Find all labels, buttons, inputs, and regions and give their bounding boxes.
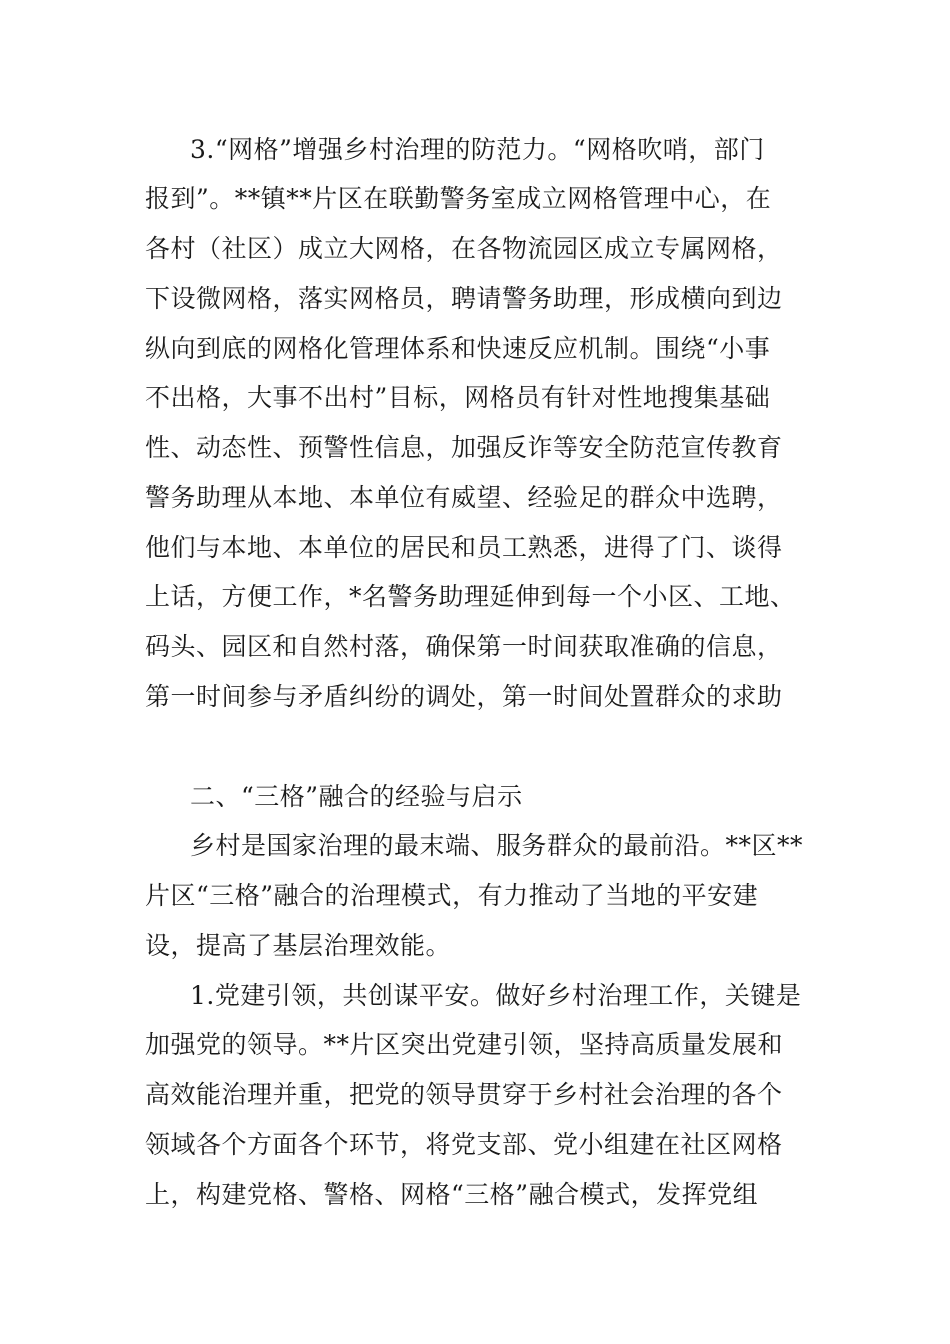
paragraph-line: 他们与本地、本单位的居民和员工熟悉，进得了门、谈得 — [145, 533, 783, 562]
paragraph-line: 3.“网格”增强乡村治理的防范力。“网格吹哨，部门 — [190, 135, 765, 164]
paragraph-line: 性、动态性、预警性信息，加强反诈等安全防范宣传教育 — [145, 433, 783, 462]
paragraph-line: 警务助理从本地、本单位有威望、经验足的群众中选聘， — [145, 483, 783, 512]
paragraph-line: 高效能治理并重，把党的领导贯穿于乡村社会治理的各个 — [145, 1080, 783, 1109]
paragraph-line: 报到”。**镇**片区在联勤警务室成立网格管理中心，在 — [145, 184, 772, 213]
paragraph-line: 领域各个方面各个环节，将党支部、党小组建在社区网格 — [145, 1130, 783, 1159]
paragraph-line: 加强党的领导。**片区突出党建引领，坚持高质量发展和 — [145, 1030, 784, 1059]
paragraph-line: 1.党建引领，共创谋平安。做好乡村治理工作，关键是 — [190, 981, 802, 1010]
paragraph-line: 各村（社区）成立大网格，在各物流园区成立专属网格， — [145, 234, 783, 263]
paragraph-line: 片区“三格”融合的治理模式，有力推动了当地的平安建 — [145, 881, 759, 910]
paragraph-line: 下设微网格，落实网格员，聘请警务助理，形成横向到边 — [145, 284, 783, 313]
paragraph-line: 不出格，大事不出村”目标，网格员有针对性地搜集基础 — [145, 383, 771, 412]
paragraph-line: 设，提高了基层治理效能。 — [145, 931, 452, 960]
paragraph-line: 乡村是国家治理的最末端、服务群众的最前沿。**区** — [190, 831, 804, 860]
paragraph-line: 上话，方便工作，*名警务助理延伸到每一个小区、工地、 — [145, 582, 796, 611]
paragraph-line: 码头、园区和自然村落，确保第一时间获取准确的信息， — [145, 632, 783, 661]
paragraph-line: 纵向到底的网格化管理体系和快速反应机制。围绕“小事 — [145, 334, 771, 363]
paragraph-line: 第一时间参与矛盾纠纷的调处，第一时间处置群众的求助 — [145, 682, 783, 711]
section-heading: 二、“三格”融合的经验与启示 — [190, 782, 523, 811]
paragraph-line: 上，构建党格、警格、网格“三格”融合模式，发挥党组 — [145, 1180, 759, 1209]
